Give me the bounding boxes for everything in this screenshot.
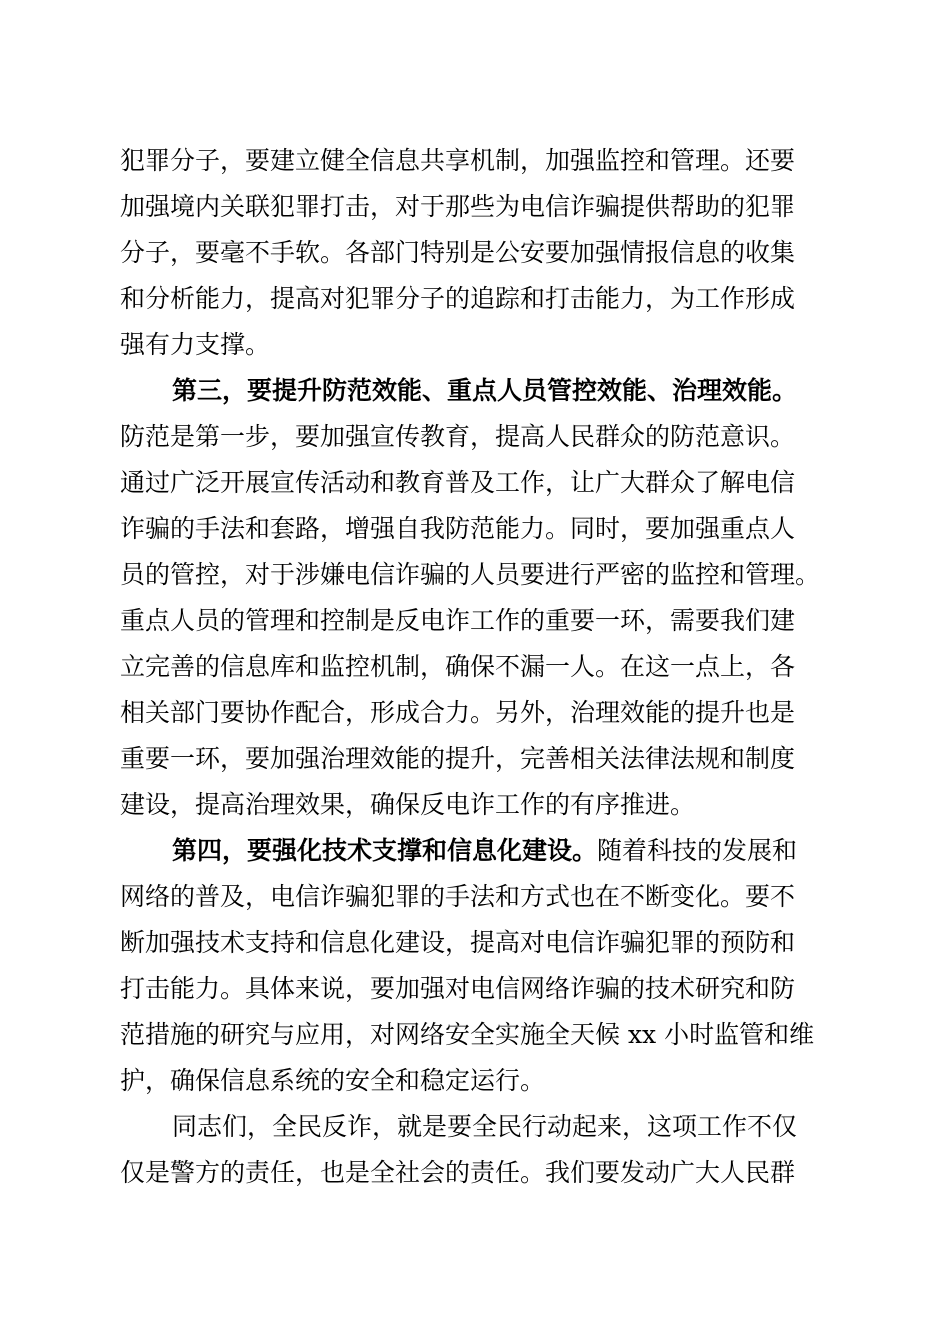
text-line: 诈骗的手法和套路，增强自我防范能力。同时，要加强重点人 — [120, 514, 796, 543]
text-line: 仅是警方的责任，也是全社会的责任。我们要发动广大人民群 — [120, 1158, 796, 1187]
text-line: 同志们，全民反诈，就是要全民行动起来，这项工作不仅 — [172, 1112, 798, 1141]
text-line: 重要一环，要加强治理效能的提升，完善相关法律法规和制度 — [120, 744, 796, 773]
text-line: 通过广泛开展宣传活动和教育普及工作，让广大群众了解电信 — [120, 468, 796, 497]
text-line: 重点人员的管理和控制是反电诈工作的重要一环，需要我们建 — [120, 606, 796, 635]
paragraph-text: 随着科技的发展和 — [597, 836, 798, 865]
text-line: 犯罪分子，要建立健全信息共享机制，加强监控和管理。还要 — [120, 146, 796, 175]
paragraph-heading-fourth: 第四，要强化技术支撑和信息化建设。 — [172, 836, 598, 865]
text-line: 建设，提高治理效果，确保反电诈工作的有序推进。 — [120, 790, 696, 819]
text-line: 网络的普及，电信诈骗犯罪的手法和方式也在不断变化。要不 — [120, 882, 796, 911]
text-line: 打击能力。具体来说，要加强对电信网络诈骗的技术研究和防 — [120, 974, 796, 1003]
text-line: 分子，要毫不手软。各部门特别是公安要加强情报信息的收集 — [120, 238, 796, 267]
paragraph-heading-third: 第三，要提升防范效能、重点人员管控效能、治理效能。 — [172, 376, 798, 405]
text-line: 员的管控，对于涉嫌电信诈骗的人员要进行严密的监控和管理。 — [120, 560, 821, 589]
paragraph-first-line-fourth — [172, 828, 797, 874]
text-line: 相关部门要协作配合，形成合力。另外，治理效能的提升也是 — [120, 698, 796, 727]
text-line: 范措施的研究与应用，对网络安全实施全天候 xx 小时监管和维 — [120, 1020, 815, 1049]
text-line: 强有力支撑。 — [120, 330, 271, 359]
text-line: 防范是第一步，要加强宣传教育，提高人民群众的防范意识。 — [120, 422, 796, 451]
text-line: 加强境内关联犯罪打击，对于那些为电信诈骗提供帮助的犯罪 — [120, 192, 796, 221]
text-line: 护，确保信息系统的安全和稳定运行。 — [120, 1066, 546, 1095]
text-line: 立完善的信息库和监控机制，确保不漏一人。在这一点上，各 — [120, 652, 796, 681]
text-line: 断加强技术支持和信息化建设，提高对电信诈骗犯罪的预防和 — [120, 928, 796, 957]
text-line: 和分析能力，提高对犯罪分子的追踪和打击能力，为工作形成 — [120, 284, 796, 313]
